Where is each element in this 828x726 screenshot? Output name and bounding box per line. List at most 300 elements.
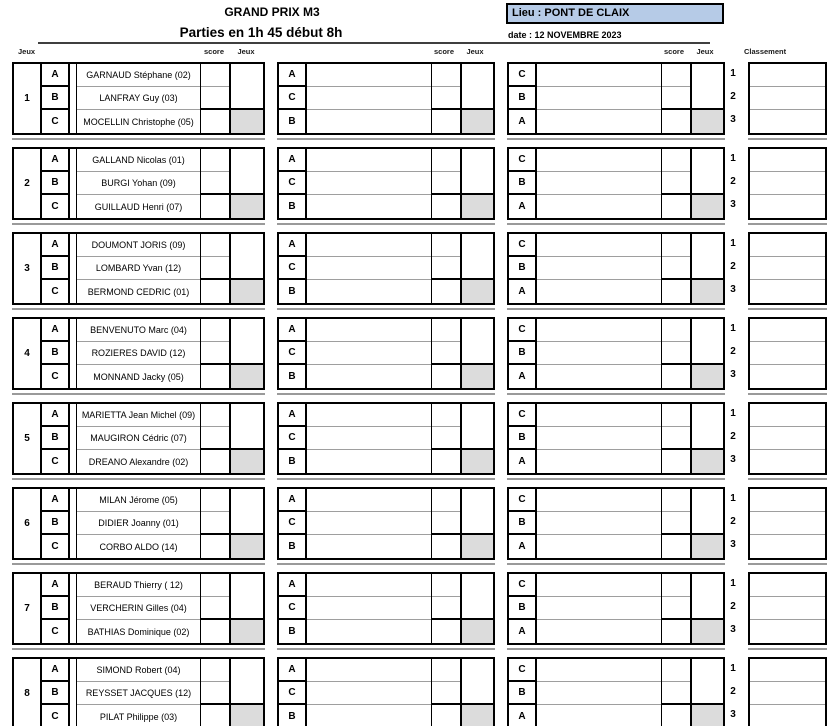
spacer-column — [70, 489, 77, 558]
score-cell[interactable] — [201, 365, 229, 388]
player-letter: C — [51, 626, 59, 637]
score-cell[interactable] — [662, 597, 690, 620]
jeux-shaded-cell — [231, 280, 263, 303]
score-cell[interactable] — [432, 659, 460, 682]
score-cell[interactable] — [432, 64, 460, 87]
empty-name-cell[interactable] — [307, 597, 431, 620]
score-cell[interactable] — [662, 87, 690, 110]
score-cell[interactable] — [201, 319, 229, 342]
classement-cell[interactable] — [750, 64, 825, 87]
classement-table — [748, 572, 827, 645]
group-separator-line — [748, 308, 827, 310]
group-number: 5 — [24, 433, 30, 444]
empty-name-cell[interactable] — [537, 257, 661, 280]
score-cell[interactable] — [201, 489, 229, 512]
classement-cell[interactable] — [750, 234, 825, 257]
score-cell[interactable] — [201, 535, 229, 558]
classement-cell[interactable] — [750, 342, 825, 365]
jeux-shaded-cell — [692, 705, 723, 726]
empty-name-cell[interactable] — [307, 64, 431, 87]
jeux-column — [231, 234, 263, 303]
classement-table — [748, 147, 827, 220]
score-cell[interactable] — [432, 257, 460, 280]
player-letter: A — [518, 456, 526, 467]
score-cell[interactable] — [662, 450, 690, 473]
jeux-cell[interactable] — [462, 234, 493, 280]
score-cell[interactable] — [201, 64, 229, 87]
round1-table — [12, 147, 265, 220]
jeux-column — [462, 149, 493, 218]
classement-cell[interactable] — [750, 319, 825, 342]
score-cell[interactable] — [201, 404, 229, 427]
score-column — [432, 574, 462, 643]
score-cell[interactable] — [201, 512, 229, 535]
score-cell[interactable] — [662, 149, 690, 172]
score-cell[interactable] — [201, 682, 229, 705]
classement-cell[interactable] — [750, 195, 825, 218]
name-column — [77, 659, 201, 726]
empty-name-cell[interactable] — [307, 427, 431, 450]
jeux-cell[interactable] — [462, 64, 493, 110]
player-name: ROZIERES DAVID (12) — [77, 342, 200, 365]
jeux-cell[interactable] — [231, 64, 263, 110]
classement-cell[interactable] — [750, 620, 825, 643]
classement-cell[interactable] — [750, 427, 825, 450]
empty-name-cell[interactable] — [537, 280, 661, 303]
empty-name-cell[interactable] — [537, 342, 661, 365]
score-cell[interactable] — [201, 705, 229, 726]
jeux-cell[interactable] — [231, 659, 263, 705]
score-cell[interactable] — [432, 620, 460, 643]
player-letter: C — [279, 342, 305, 365]
score-cell[interactable] — [662, 365, 690, 388]
score-cell[interactable] — [662, 705, 690, 726]
classement-cell[interactable] — [750, 172, 825, 195]
empty-name-cell[interactable] — [537, 404, 661, 427]
round1-table — [12, 572, 265, 645]
empty-name-cell[interactable] — [537, 705, 661, 726]
score-cell[interactable] — [662, 512, 690, 535]
rank-label: 1 — [730, 68, 736, 79]
score-cell[interactable] — [662, 257, 690, 280]
round2-table — [277, 572, 495, 645]
score-cell[interactable] — [432, 342, 460, 365]
jeux-cell[interactable] — [462, 659, 493, 705]
score-cell[interactable] — [201, 450, 229, 473]
score-cell[interactable] — [432, 365, 460, 388]
score-column — [201, 149, 231, 218]
score-cell[interactable] — [432, 450, 460, 473]
name-column — [307, 659, 432, 726]
empty-name-cell[interactable] — [307, 620, 431, 643]
classement-cell[interactable] — [750, 87, 825, 110]
name-column — [77, 319, 201, 388]
empty-name-cell[interactable] — [307, 535, 431, 558]
rank-label: 2 — [730, 176, 736, 187]
empty-name-cell[interactable] — [537, 574, 661, 597]
empty-name-cell[interactable] — [307, 195, 431, 218]
score-cell[interactable] — [432, 427, 460, 450]
round3-table — [507, 232, 725, 305]
jeux-column — [231, 574, 263, 643]
score-cell[interactable] — [432, 195, 460, 218]
empty-name-cell[interactable] — [537, 535, 661, 558]
score-cell[interactable] — [662, 535, 690, 558]
jeux-shaded-cell — [692, 195, 723, 218]
jeux-cell[interactable] — [692, 659, 723, 705]
score-cell[interactable] — [201, 597, 229, 620]
player-letter: A — [42, 659, 68, 682]
score-cell[interactable] — [432, 597, 460, 620]
empty-name-cell[interactable] — [537, 319, 661, 342]
letter-column — [279, 659, 307, 726]
rank-label: 1 — [730, 323, 736, 334]
player-name: LOMBARD Yvan (12) — [77, 257, 200, 280]
jeux-cell[interactable] — [692, 404, 723, 450]
score-cell[interactable] — [201, 257, 229, 280]
score-cell[interactable] — [201, 280, 229, 303]
score-column — [432, 404, 462, 473]
empty-name-cell[interactable] — [307, 705, 431, 726]
empty-name-cell[interactable] — [307, 659, 431, 682]
group-separator-line — [12, 308, 265, 310]
score-cell[interactable] — [662, 319, 690, 342]
spacer-column — [70, 64, 77, 133]
letter-column — [509, 64, 537, 133]
jeux-column — [692, 574, 723, 643]
score-cell[interactable] — [432, 110, 460, 133]
score-cell[interactable] — [201, 87, 229, 110]
empty-name-cell[interactable] — [307, 365, 431, 388]
score-cell[interactable] — [662, 682, 690, 705]
group-separator-line — [748, 648, 827, 650]
empty-name-cell[interactable] — [307, 149, 431, 172]
player-letter: B — [42, 257, 68, 280]
score-cell[interactable] — [662, 620, 690, 643]
score-cell[interactable] — [432, 574, 460, 597]
empty-name-cell[interactable] — [307, 319, 431, 342]
classement-cell[interactable] — [750, 535, 825, 558]
round3-table — [507, 487, 725, 560]
empty-name-cell[interactable] — [307, 342, 431, 365]
empty-name-cell[interactable] — [307, 280, 431, 303]
empty-name-cell[interactable] — [307, 404, 431, 427]
score-cell[interactable] — [662, 110, 690, 133]
letter-column — [42, 234, 70, 303]
group-separator-line — [507, 308, 725, 310]
score-column — [432, 489, 462, 558]
score-cell[interactable] — [432, 682, 460, 705]
classement-cell[interactable] — [750, 110, 825, 133]
empty-name-cell[interactable] — [537, 87, 661, 110]
empty-name-cell[interactable] — [537, 620, 661, 643]
group-row — [0, 487, 828, 560]
name-column — [537, 489, 662, 558]
player-letter: B — [288, 456, 296, 467]
rank-label: 2 — [730, 516, 736, 527]
rank-column — [725, 572, 741, 645]
player-letter: A — [279, 64, 305, 87]
empty-name-cell[interactable] — [537, 195, 661, 218]
player-name: DREANO Alexandre (02) — [88, 456, 189, 467]
group-number-column — [14, 659, 42, 726]
score-cell[interactable] — [432, 234, 460, 257]
classement-cell[interactable] — [750, 682, 825, 705]
score-cell[interactable] — [662, 404, 690, 427]
score-cell[interactable] — [432, 489, 460, 512]
letter-column — [42, 319, 70, 388]
group-separator-line — [507, 648, 725, 650]
player-letter: A — [518, 371, 526, 382]
player-letter: C — [509, 319, 535, 342]
player-letter: B — [288, 626, 296, 637]
empty-name-cell[interactable] — [307, 574, 431, 597]
jeux-shaded-cell — [462, 365, 493, 388]
player-letter: C — [279, 257, 305, 280]
empty-name-cell[interactable] — [537, 234, 661, 257]
jeux-shaded-cell — [692, 365, 723, 388]
player-name: MONNAND Jacky (05) — [93, 371, 184, 382]
round2-table — [277, 657, 495, 726]
player-letter: A — [42, 574, 68, 597]
jeux-cell[interactable] — [231, 149, 263, 195]
jeux-cell[interactable] — [462, 574, 493, 620]
score-cell[interactable] — [432, 172, 460, 195]
round1-table — [12, 402, 265, 475]
jeux-shaded-cell — [462, 705, 493, 726]
rank-label: 3 — [730, 369, 736, 380]
jeux-cell[interactable] — [231, 489, 263, 535]
player-letter: A — [279, 149, 305, 172]
score-cell[interactable] — [662, 489, 690, 512]
score-cell[interactable] — [432, 535, 460, 558]
player-letter: B — [509, 257, 535, 280]
name-column — [77, 404, 201, 473]
classement-cell[interactable] — [750, 574, 825, 597]
empty-name-cell[interactable] — [537, 64, 661, 87]
player-letter: C — [509, 659, 535, 682]
score-cell[interactable] — [201, 149, 229, 172]
player-letter: B — [288, 286, 296, 297]
name-column — [77, 64, 201, 133]
round3-table — [507, 572, 725, 645]
score-cell[interactable] — [432, 404, 460, 427]
score-cell[interactable] — [432, 319, 460, 342]
score-column — [662, 234, 692, 303]
player-name: BENVENUTO Marc (04) — [77, 319, 200, 342]
jeux-cell[interactable] — [692, 319, 723, 365]
player-letter: B — [42, 342, 68, 365]
player-letter: A — [518, 626, 526, 637]
empty-name-cell[interactable] — [307, 682, 431, 705]
rank-column — [725, 147, 741, 220]
empty-name-cell[interactable] — [537, 427, 661, 450]
group-separator-line — [507, 138, 725, 140]
jeux-column — [692, 64, 723, 133]
classement-cell[interactable] — [750, 149, 825, 172]
round3-table — [507, 317, 725, 390]
letter-column — [279, 64, 307, 133]
empty-name-cell[interactable] — [537, 682, 661, 705]
letter-column — [509, 404, 537, 473]
rank-label: 1 — [730, 493, 736, 504]
score-cell[interactable] — [201, 172, 229, 195]
player-name: GUILLAUD Henri (07) — [94, 201, 183, 212]
empty-name-cell[interactable] — [307, 512, 431, 535]
round1-table — [12, 232, 265, 305]
empty-name-cell[interactable] — [537, 110, 661, 133]
classement-cell[interactable] — [750, 659, 825, 682]
date-label: date : 12 NOVEMBRE 2023 — [508, 30, 622, 40]
player-letter: B — [288, 371, 296, 382]
score-cell[interactable] — [432, 87, 460, 110]
jeux-shaded-cell — [462, 280, 493, 303]
classement-cell[interactable] — [750, 450, 825, 473]
name-column — [307, 234, 432, 303]
group-separator-line — [748, 223, 827, 225]
page-subtitle: Parties en 1h 45 début 8h — [179, 25, 343, 40]
empty-name-cell[interactable] — [537, 489, 661, 512]
player-letter: A — [279, 489, 305, 512]
score-cell[interactable] — [201, 342, 229, 365]
jeux-column — [692, 404, 723, 473]
group-number-column — [14, 489, 42, 558]
score-cell[interactable] — [662, 574, 690, 597]
score-cell[interactable] — [201, 620, 229, 643]
player-name: BURGI Yohan (09) — [77, 172, 200, 195]
jeux-cell[interactable] — [692, 489, 723, 535]
score-column — [662, 319, 692, 388]
score-cell[interactable] — [662, 64, 690, 87]
empty-name-cell[interactable] — [537, 149, 661, 172]
spacer-column — [70, 319, 77, 388]
empty-name-cell[interactable] — [307, 110, 431, 133]
empty-name-cell[interactable] — [307, 234, 431, 257]
classement-table — [748, 232, 827, 305]
score-cell[interactable] — [432, 149, 460, 172]
player-name: CORBO ALDO (14) — [99, 541, 178, 552]
score-cell[interactable] — [201, 659, 229, 682]
jeux-cell[interactable] — [231, 404, 263, 450]
empty-name-cell[interactable] — [537, 365, 661, 388]
jeux-shaded-cell — [692, 620, 723, 643]
empty-name-cell[interactable] — [537, 450, 661, 473]
score-cell[interactable] — [432, 705, 460, 726]
rank-label: 2 — [730, 601, 736, 612]
jeux-cell[interactable] — [692, 574, 723, 620]
rank-column — [725, 402, 741, 475]
jeux-cell[interactable] — [692, 64, 723, 110]
score-column — [432, 659, 462, 726]
jeux-cell[interactable] — [462, 149, 493, 195]
rank-label: 1 — [730, 578, 736, 589]
classement-cell[interactable] — [750, 489, 825, 512]
jeux-cell[interactable] — [231, 234, 263, 280]
jeux-cell[interactable] — [462, 404, 493, 450]
score-cell[interactable] — [201, 234, 229, 257]
jeux-shaded-cell — [692, 535, 723, 558]
empty-name-cell[interactable] — [307, 172, 431, 195]
jeux-column — [462, 489, 493, 558]
name-column — [77, 149, 201, 218]
spacer-column — [70, 149, 77, 218]
letter-column — [509, 234, 537, 303]
group-number-column — [14, 149, 42, 218]
player-letter: B — [288, 116, 296, 127]
player-name: VERCHERIN Gilles (04) — [77, 597, 200, 620]
score-cell[interactable] — [201, 574, 229, 597]
score-cell[interactable] — [662, 427, 690, 450]
classement-cell[interactable] — [750, 705, 825, 726]
score-cell[interactable] — [662, 172, 690, 195]
classement-cell[interactable] — [750, 280, 825, 303]
jeux-cell[interactable] — [231, 574, 263, 620]
score-cell[interactable] — [662, 342, 690, 365]
score-cell[interactable] — [662, 659, 690, 682]
name-column — [537, 319, 662, 388]
classement-cell[interactable] — [750, 404, 825, 427]
jeux-shaded-cell — [692, 450, 723, 473]
group-row — [0, 572, 828, 645]
letter-column — [42, 64, 70, 133]
empty-name-cell[interactable] — [537, 172, 661, 195]
score-cell[interactable] — [432, 512, 460, 535]
empty-name-cell[interactable] — [537, 597, 661, 620]
empty-name-cell[interactable] — [307, 257, 431, 280]
letter-column — [279, 319, 307, 388]
jeux-cell[interactable] — [692, 234, 723, 280]
jeux-cell[interactable] — [231, 319, 263, 365]
rank-label: 3 — [730, 624, 736, 635]
classement-cell[interactable] — [750, 257, 825, 280]
empty-name-cell[interactable] — [307, 87, 431, 110]
jeux-cell[interactable] — [462, 489, 493, 535]
name-column — [307, 404, 432, 473]
score-cell[interactable] — [432, 280, 460, 303]
classement-cell[interactable] — [750, 512, 825, 535]
classement-cell[interactable] — [750, 365, 825, 388]
score-cell[interactable] — [201, 427, 229, 450]
round2-table — [277, 402, 495, 475]
rank-label: 2 — [730, 346, 736, 357]
jeux-cell[interactable] — [462, 319, 493, 365]
empty-name-cell[interactable] — [307, 489, 431, 512]
score-column — [201, 659, 231, 726]
spacer-column — [70, 234, 77, 303]
group-number: 4 — [24, 348, 30, 359]
jeux-shaded-cell — [231, 535, 263, 558]
empty-name-cell[interactable] — [537, 512, 661, 535]
player-letter: C — [279, 682, 305, 705]
jeux-cell[interactable] — [692, 149, 723, 195]
player-letter: B — [509, 597, 535, 620]
group-separator-line — [748, 478, 827, 480]
group-separator-line — [12, 648, 265, 650]
score-cell[interactable] — [662, 195, 690, 218]
player-letter: C — [279, 172, 305, 195]
score-cell[interactable] — [201, 195, 229, 218]
empty-name-cell[interactable] — [537, 659, 661, 682]
empty-name-cell[interactable] — [307, 450, 431, 473]
classement-cell[interactable] — [750, 597, 825, 620]
score-cell[interactable] — [662, 234, 690, 257]
jeux-shaded-cell — [231, 365, 263, 388]
column-header-jeux-left: Jeux — [18, 47, 36, 56]
player-letter: C — [51, 371, 59, 382]
score-cell[interactable] — [201, 110, 229, 133]
classement-table — [748, 657, 827, 726]
score-cell[interactable] — [662, 280, 690, 303]
